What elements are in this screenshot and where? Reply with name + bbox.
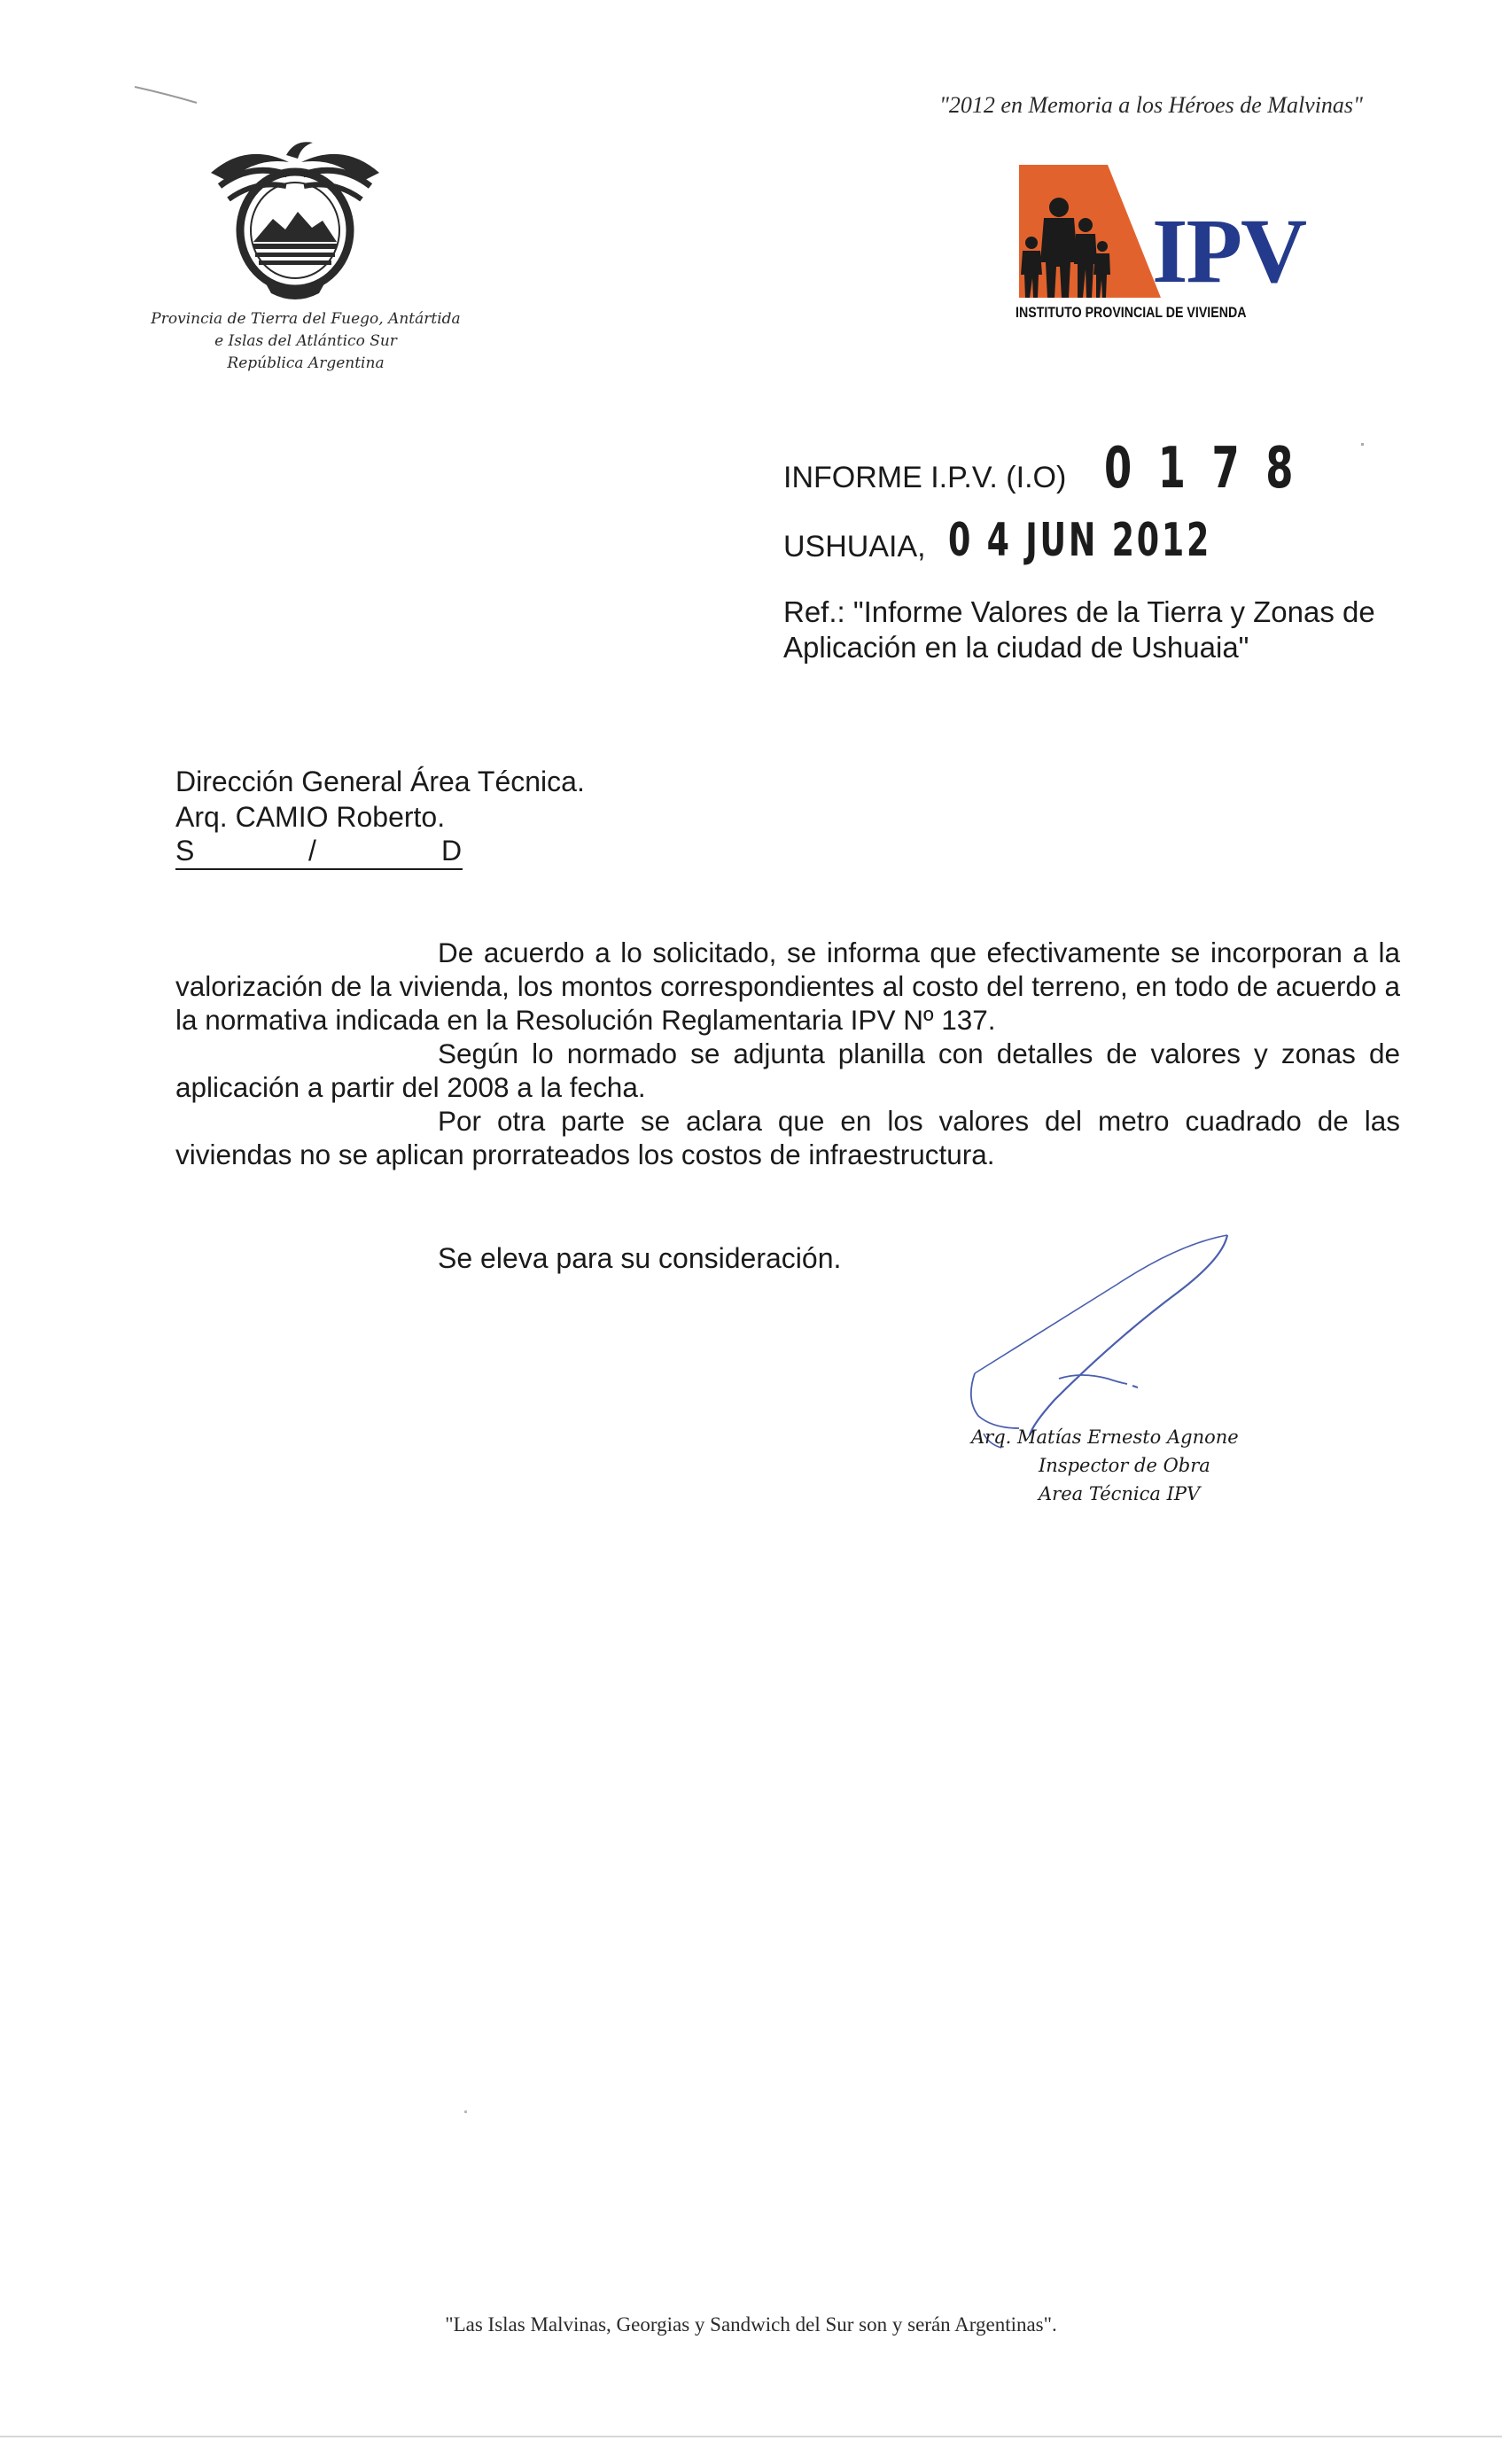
ref-line-1: Ref.: "Informe Valores de la Tierra y Zonas de xyxy=(783,595,1375,628)
footer-rule xyxy=(0,2436,1502,2437)
body-paragraph-1: De acuerdo a lo solicitado, se informa que efectivamente se incorporan a la valorización de la vivienda, los montos correspondientes al costo del terreno, en todo de acuerdo a la normativa indicada en la Resolución Reglamentaria IPV Nº 137. xyxy=(175,937,1400,1036)
handwritten-signature-icon xyxy=(957,1223,1249,1453)
date-stamp: 0 4 JUN 2012 xyxy=(948,514,1212,567)
sd-salutation xyxy=(175,835,463,870)
informe-number-stamp: 0 1 7 8 xyxy=(1104,436,1300,501)
ipv-logo-letters: IPV xyxy=(1152,200,1306,302)
signature-name: Arq. Matías Ernesto Agnone xyxy=(971,1426,1239,1448)
body-paragraph-2: Según lo normado se adjunta planilla con detalles de valores y zonas de aplicación a partir del 2008 a la fecha. xyxy=(175,1038,1400,1103)
city-label: USHUAIA, xyxy=(783,530,926,564)
ref-line-2: Aplicación en la ciudad de Ushuaia" xyxy=(783,631,1249,664)
province-line-1: Provincia de Tierra del Fuego, Antártida xyxy=(151,310,461,328)
provincial-crest-icon xyxy=(202,137,388,306)
recipient-line-1: Dirección General Área Técnica. xyxy=(175,766,585,797)
province-line-2: e Islas del Atlántico Sur xyxy=(214,332,397,350)
sd-slash: / xyxy=(308,835,316,867)
scan-mark xyxy=(131,82,202,108)
sd-d: D xyxy=(441,835,463,867)
sd-s: S xyxy=(175,835,195,867)
closing-line: Se eleva para su consideración. xyxy=(438,1242,842,1274)
ipv-caption: INSTITUTO PROVINCIAL DE VIVIENDA xyxy=(1016,305,1247,321)
province-line-3: República Argentina xyxy=(227,354,385,372)
scan-dot xyxy=(464,2110,467,2113)
scan-dot xyxy=(1361,443,1364,446)
recipient-line-2: Arq. CAMIO Roberto. xyxy=(175,801,446,833)
province-name xyxy=(97,308,514,375)
signature-title: Inspector de Obra xyxy=(1039,1455,1210,1476)
header-motto: "2012 en Memoria a los Héroes de Malvinas" xyxy=(939,92,1363,118)
footer-slogan: "Las Islas Malvinas, Georgias y Sandwich del Sur son y serán Argentinas". xyxy=(445,2313,1057,2336)
signature-area: Area Técnica IPV xyxy=(1039,1483,1201,1504)
informe-label: INFORME I.P.V. (I.O) xyxy=(783,461,1067,494)
body-paragraph-3: Por otra parte se aclara que en los valores del metro cuadrado de las viviendas no se aplican prorrateados los costos de infraestructura. xyxy=(175,1105,1400,1170)
